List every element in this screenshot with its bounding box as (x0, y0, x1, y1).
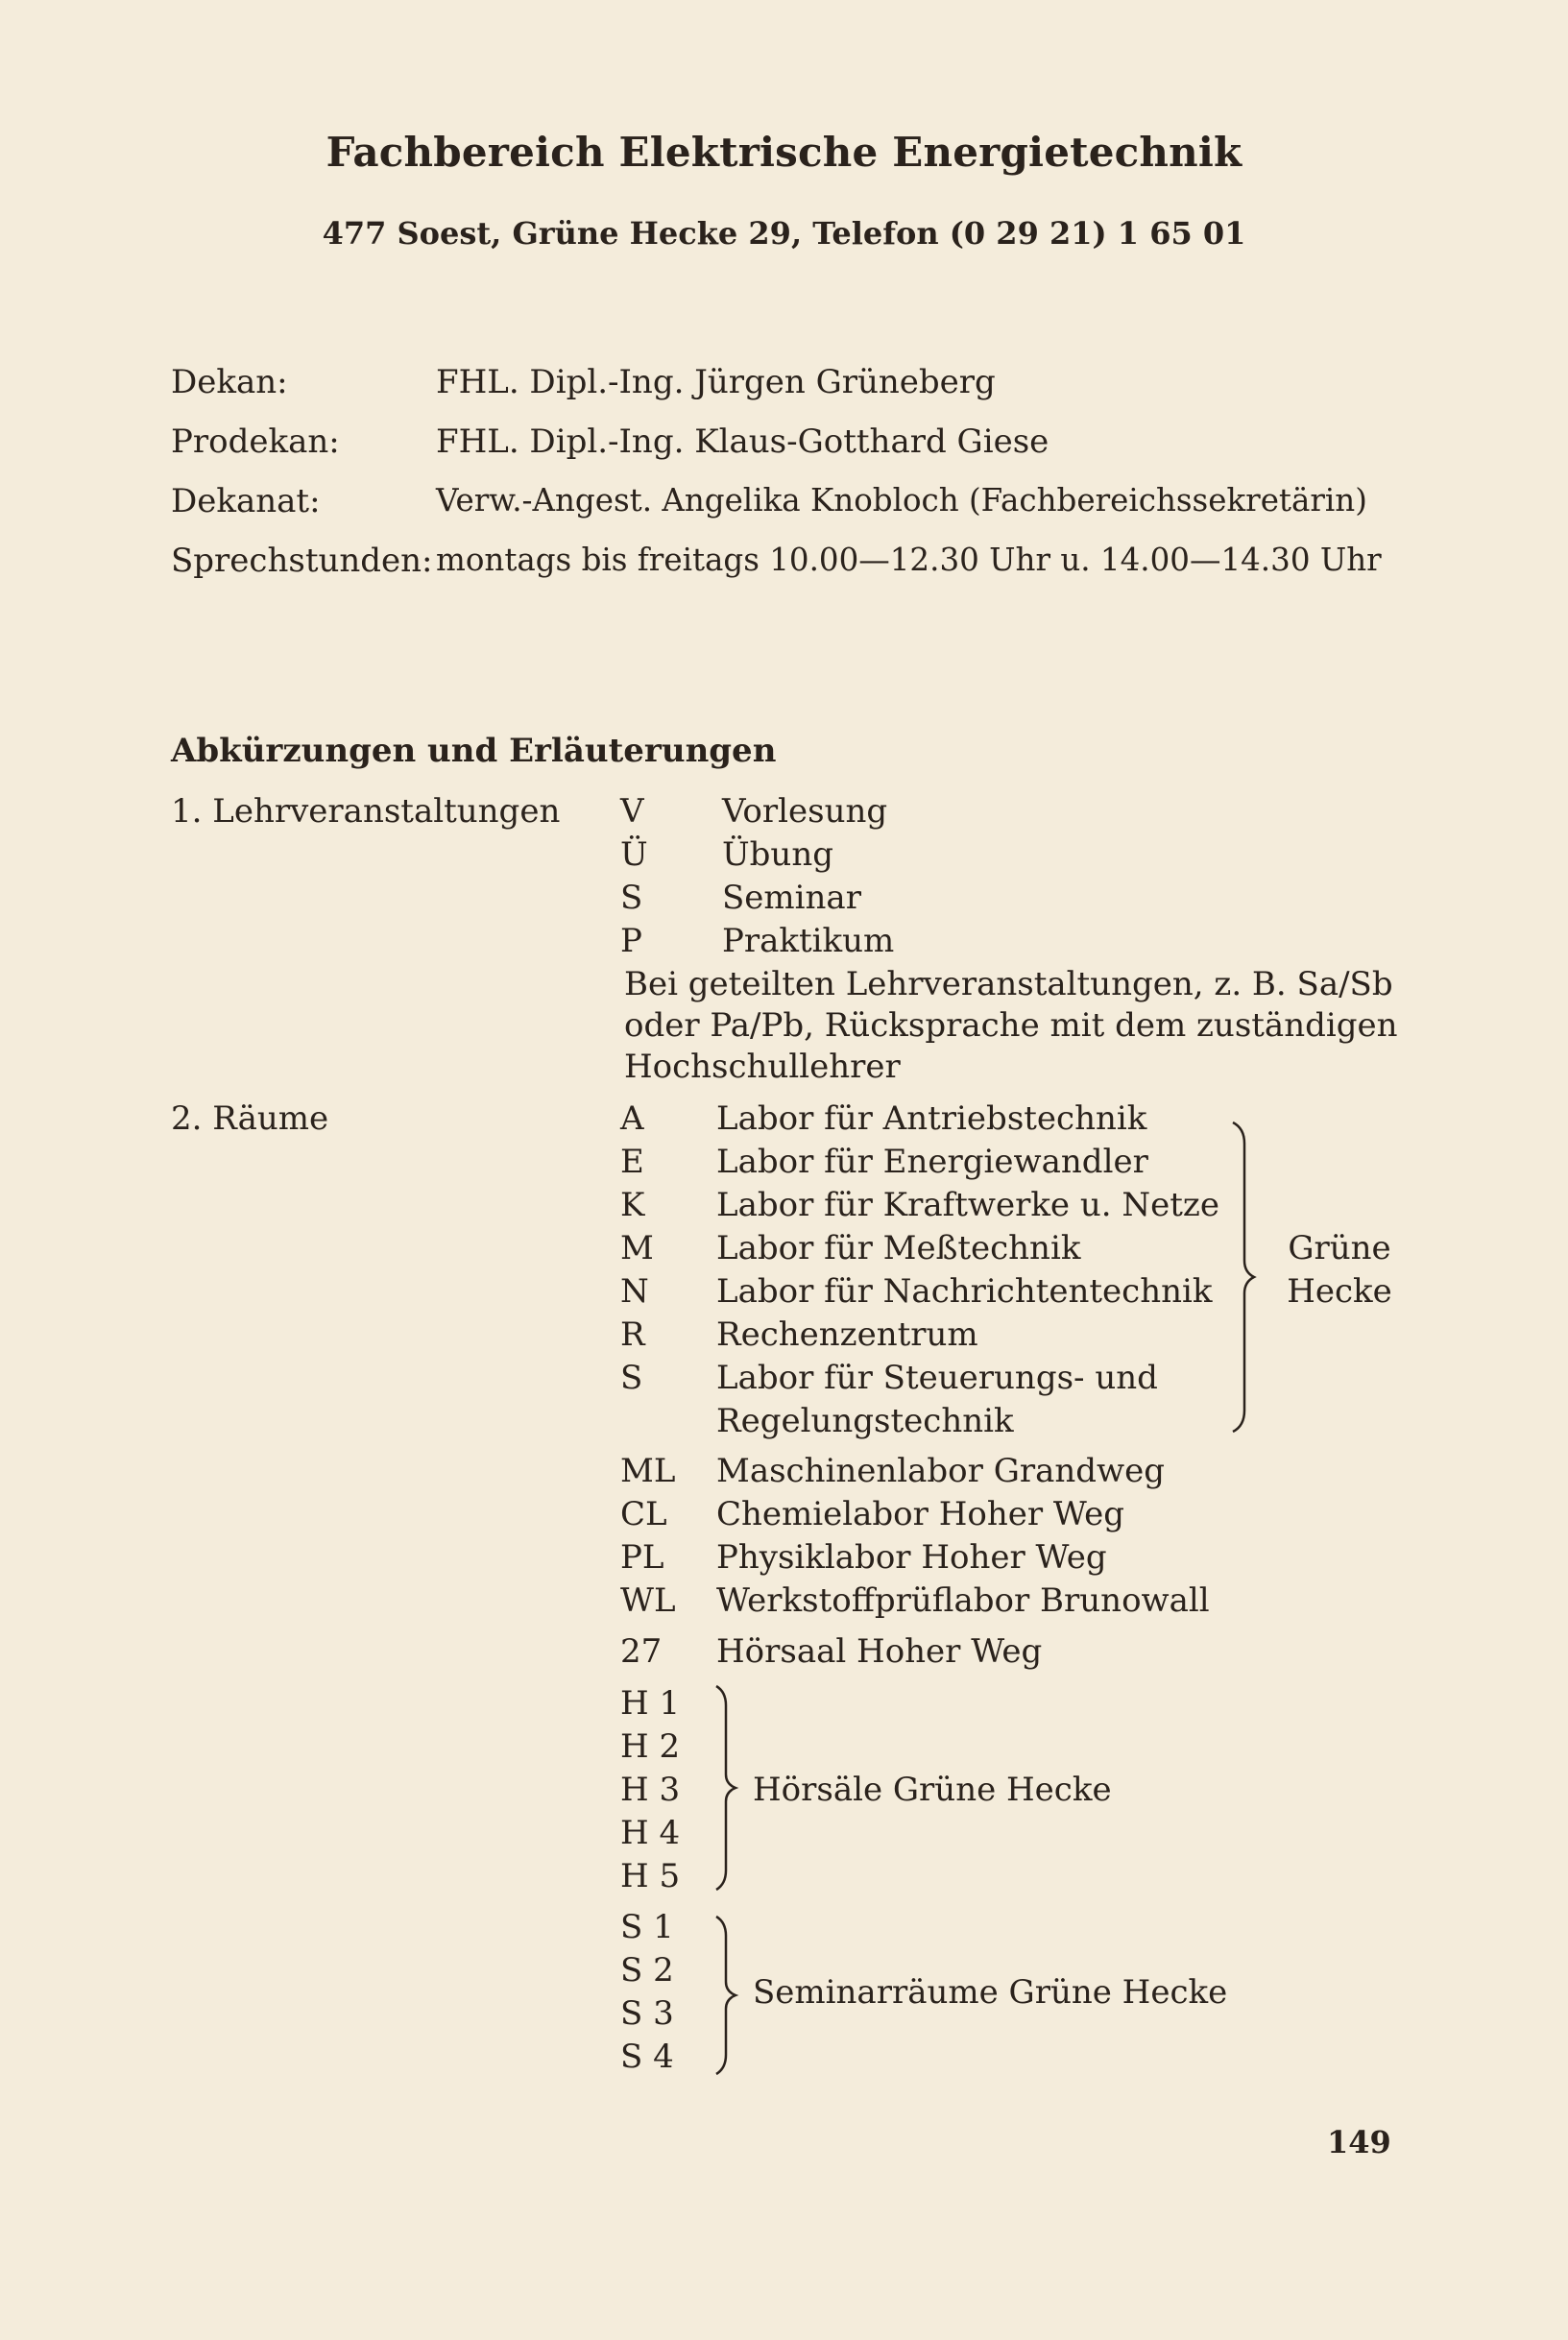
code-item: H 5 (620, 1857, 681, 1895)
code-description: Labor für Kraftwerke u. Netze (716, 1186, 1219, 1224)
code-description: Seminar (722, 879, 861, 917)
code-item: V (620, 792, 644, 831)
note-line: oder Pa/Pb, Rücksprache mit dem zuständigen (624, 1006, 1398, 1045)
code-item: S (620, 1359, 643, 1397)
code-item: H 3 (620, 1771, 681, 1809)
category-raeume: 2. Räume (171, 1099, 329, 1138)
code-item: WL (620, 1581, 676, 1620)
code-description: Rechenzentrum (716, 1315, 978, 1354)
category-lehrveranstaltungen: 1. Lehrveranstaltungen (171, 792, 561, 831)
code-item: K (620, 1186, 645, 1224)
code-description: Labor für Antriebstechnik (716, 1099, 1147, 1138)
code-item: N (620, 1272, 649, 1311)
group-label-gruene: Grüne (1288, 1229, 1391, 1267)
code-description: Regelungstechnik (716, 1402, 1014, 1440)
address-line: 477 Soest, Grüne Hecke 29, Telefon (0 29 21) 1 65 01 (322, 215, 1246, 252)
brace-hoersaele (712, 1682, 741, 1894)
staff-label-dekan: Dekan: (171, 363, 288, 401)
page-title: Fachbereich Elektrische Energietechnik (326, 129, 1242, 176)
brace-seminarraeume (712, 1913, 741, 2078)
code-item: E (620, 1143, 644, 1181)
code-item: 27 (620, 1632, 663, 1671)
code-description: Labor für Meßtechnik (716, 1229, 1081, 1267)
code-item: H 4 (620, 1814, 681, 1852)
code-description: Labor für Nachrichtentechnik (716, 1272, 1213, 1311)
code-description: Übung (722, 835, 833, 874)
code-item: S 1 (620, 1908, 674, 1946)
staff-value-sprechstunden: montags bis freitags 10.00—12.30 Uhr u. 14.00—14.30 Uhr (436, 542, 1382, 578)
code-item: P (620, 922, 642, 960)
code-item: H 2 (620, 1727, 681, 1766)
brace-right (1229, 1119, 1258, 1435)
staff-label-prodekan: Prodekan: (171, 422, 340, 461)
code-item: CL (620, 1495, 667, 1533)
code-item: A (620, 1099, 644, 1138)
code-item: PL (620, 1538, 664, 1577)
code-description: Physiklabor Hoher Weg (716, 1538, 1107, 1577)
code-description: Hörsaal Hoher Weg (716, 1632, 1043, 1671)
code-item: Ü (620, 835, 648, 874)
code-description: Chemielabor Hoher Weg (716, 1495, 1124, 1533)
code-item: R (620, 1315, 645, 1354)
code-item: S 2 (620, 1951, 674, 1990)
page-number: 149 (1327, 2124, 1391, 2160)
code-item: S 3 (620, 1994, 674, 2033)
code-description: Labor für Energiewandler (716, 1143, 1148, 1181)
staff-value-prodekan: FHL. Dipl.-Ing. Klaus-Gotthard Giese (436, 422, 1049, 461)
code-description: Maschinenlabor Grandweg (716, 1452, 1166, 1490)
section-heading: Abkürzungen und Erläuterungen (171, 732, 777, 770)
code-item: S 4 (620, 2038, 674, 2076)
code-item: ML (620, 1452, 676, 1490)
code-description: Werkstoffprüflabor Brunowall (716, 1581, 1210, 1620)
staff-value-dekanat: Verw.-Angest. Angelika Knobloch (Fachbereichssekretärin) (436, 482, 1367, 519)
group-label-hecke: Hecke (1287, 1272, 1392, 1311)
group-label-hoersaele: Hörsäle Grüne Hecke (753, 1771, 1112, 1809)
code-item: H 1 (620, 1684, 681, 1723)
staff-label-sprechstunden: Sprechstunden: (171, 542, 433, 580)
code-item: M (620, 1229, 654, 1267)
staff-label-dekanat: Dekanat: (171, 482, 321, 520)
code-description: Labor für Steuerungs- und (716, 1359, 1158, 1397)
code-description: Vorlesung (722, 792, 888, 831)
code-item: S (620, 879, 643, 917)
note-line: Bei geteilten Lehrveranstaltungen, z. B. Sa/Sb (624, 965, 1393, 1003)
code-description: Praktikum (722, 922, 895, 960)
staff-value-dekan: FHL. Dipl.-Ing. Jürgen Grüneberg (436, 363, 996, 401)
group-label-seminarraeume: Seminarräume Grüne Hecke (753, 1973, 1228, 2012)
note-line: Hochschullehrer (624, 1048, 901, 1086)
